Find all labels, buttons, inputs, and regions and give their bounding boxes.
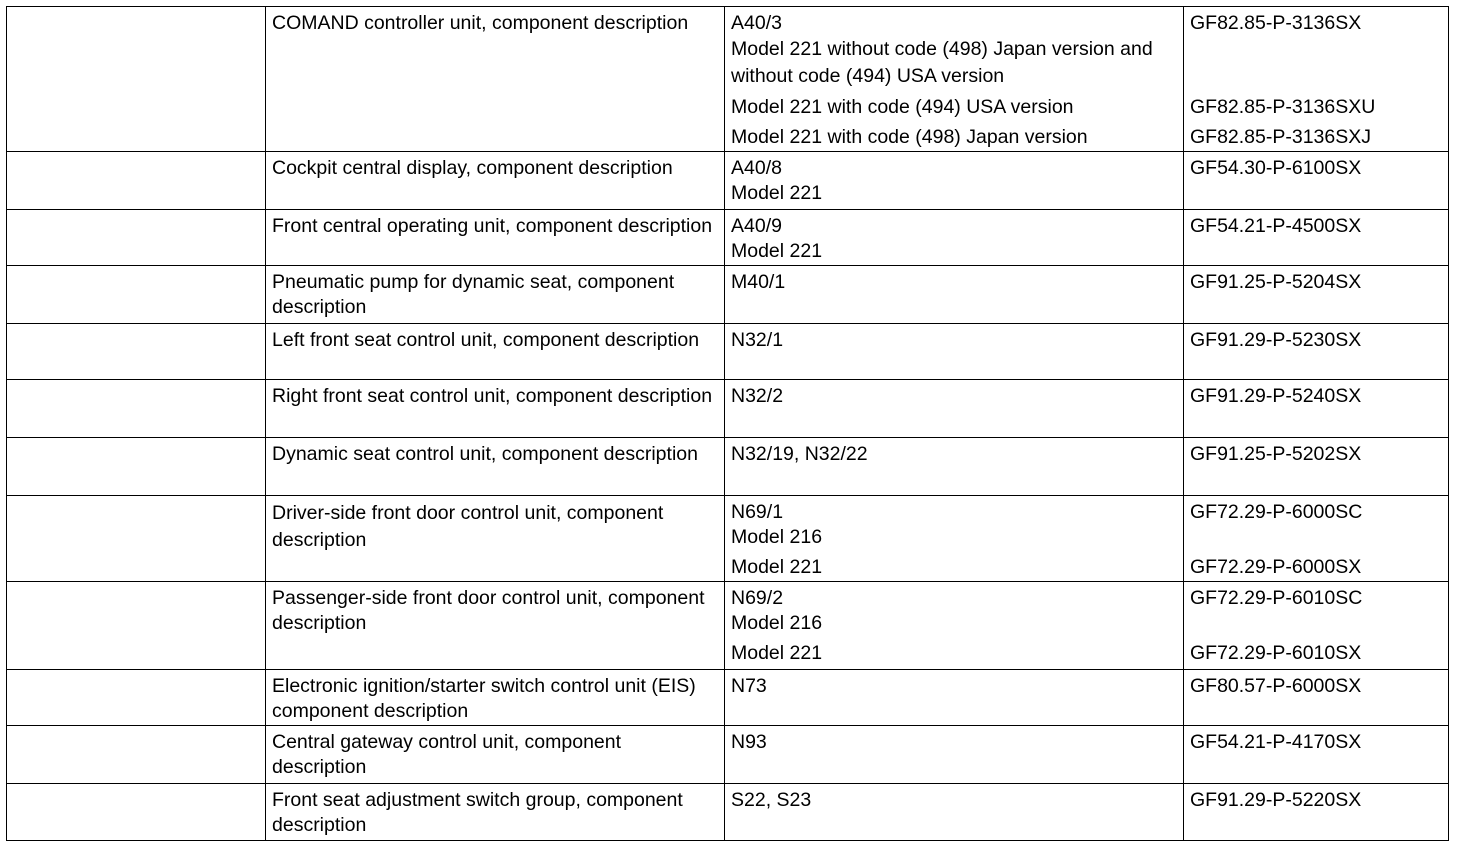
table-row xyxy=(7,496,1449,582)
reference-cell xyxy=(1184,210,1449,266)
table-row xyxy=(7,380,1449,438)
empty-cell xyxy=(7,324,266,380)
reference-cell xyxy=(1184,784,1449,841)
component-code: S22, S23 xyxy=(731,789,812,811)
table-row xyxy=(7,152,1449,210)
empty-cell xyxy=(7,7,266,152)
description-cell xyxy=(266,784,725,841)
model-note: Model 221 with code (498) Japan version xyxy=(731,126,1088,148)
description-text: Passenger-side front door control unit, component description xyxy=(272,587,705,634)
model-note: Model 221 without code (498) Japan version and without code (494) USA version xyxy=(731,38,1153,87)
description-text: Cockpit central display, component description xyxy=(272,157,673,179)
empty-cell xyxy=(7,496,266,582)
component-reference-table xyxy=(6,6,1449,841)
description-cell xyxy=(266,324,725,380)
model-note: Model 216 xyxy=(731,526,823,548)
description-text: Pneumatic pump for dynamic seat, component description xyxy=(272,271,675,318)
document-reference-link[interactable]: GF91.25-P-5202SX xyxy=(1190,443,1362,465)
document-reference-link[interactable]: GF82.85-P-3136SX xyxy=(1190,12,1362,34)
empty-cell xyxy=(7,152,266,210)
document-reference-link[interactable]: GF82.85-P-3136SXJ xyxy=(1190,126,1372,148)
reference-cell xyxy=(1184,496,1449,582)
component-code: A40/8 xyxy=(731,157,782,179)
component-code: N93 xyxy=(731,731,767,753)
description-cell xyxy=(266,438,725,496)
empty-cell xyxy=(7,210,266,266)
code-cell xyxy=(725,210,1184,266)
code-cell xyxy=(725,582,1184,670)
description-text: Dynamic seat control unit, component description xyxy=(272,443,698,465)
model-note: Model 221 with code (494) USA version xyxy=(731,96,1074,118)
reference-cell xyxy=(1184,324,1449,380)
reference-cell xyxy=(1184,726,1449,784)
reference-cell xyxy=(1184,438,1449,496)
spacer xyxy=(1190,36,1442,90)
description-text: Front seat adjustment switch group, component description xyxy=(272,789,683,836)
table-row xyxy=(7,438,1449,496)
component-code: A40/9 xyxy=(731,215,782,237)
table-row xyxy=(7,7,1449,152)
document-reference-link[interactable]: GF72.29-P-6010SX xyxy=(1190,642,1362,664)
description-text: Left front seat control unit, component description xyxy=(272,329,700,351)
reference-cell xyxy=(1184,266,1449,324)
reference-cell xyxy=(1184,152,1449,210)
reference-cell xyxy=(1184,582,1449,670)
description-text: COMAND controller unit, component description xyxy=(272,12,689,34)
document-reference-link[interactable]: GF82.85-P-3136SXU xyxy=(1190,96,1376,118)
empty-cell xyxy=(7,582,266,670)
reference-cell xyxy=(1184,380,1449,438)
description-cell xyxy=(266,7,725,152)
component-code: N69/1 xyxy=(731,501,784,523)
document-reference-link[interactable]: GF72.29-P-6000SX xyxy=(1190,556,1362,578)
description-text: Driver-side front door control unit, component description xyxy=(272,502,664,551)
code-cell xyxy=(725,380,1184,438)
spacer xyxy=(1190,525,1442,555)
document-reference-link[interactable]: GF54.21-P-4170SX xyxy=(1190,731,1362,753)
document-reference-link[interactable]: GF91.25-P-5204SX xyxy=(1190,271,1362,293)
code-cell xyxy=(725,7,1184,152)
description-text: Front central operating unit, component description xyxy=(272,215,713,237)
code-cell xyxy=(725,152,1184,210)
description-text: Central gateway control unit, component description xyxy=(272,731,622,778)
code-cell xyxy=(725,670,1184,726)
document-reference-link[interactable]: GF54.30-P-6100SX xyxy=(1190,157,1362,179)
model-note: Model 221 xyxy=(731,556,823,578)
table-row xyxy=(7,324,1449,380)
document-reference-link[interactable]: GF91.29-P-5220SX xyxy=(1190,789,1362,811)
document-reference-link[interactable]: GF91.29-P-5230SX xyxy=(1190,329,1362,351)
component-code: N73 xyxy=(731,675,767,697)
code-cell xyxy=(725,784,1184,841)
empty-cell xyxy=(7,726,266,784)
description-cell xyxy=(266,266,725,324)
code-cell xyxy=(725,438,1184,496)
code-cell xyxy=(725,726,1184,784)
table-row xyxy=(7,210,1449,266)
component-code: N32/1 xyxy=(731,329,784,351)
document-reference-link[interactable]: GF91.29-P-5240SX xyxy=(1190,385,1362,407)
reference-cell xyxy=(1184,670,1449,726)
model-note: Model 221 xyxy=(731,182,823,204)
document-reference-link[interactable]: GF80.57-P-6000SX xyxy=(1190,675,1362,697)
table-row xyxy=(7,670,1449,726)
component-code: N69/2 xyxy=(731,587,784,609)
spacer xyxy=(1190,611,1442,641)
code-cell xyxy=(725,266,1184,324)
component-code: A40/3 xyxy=(731,12,782,34)
empty-cell xyxy=(7,266,266,324)
description-cell xyxy=(266,726,725,784)
table-row xyxy=(7,726,1449,784)
description-cell xyxy=(266,582,725,670)
model-note: Model 216 xyxy=(731,612,823,634)
model-note: Model 221 xyxy=(731,240,823,262)
component-code: N32/19, N32/22 xyxy=(731,443,868,465)
description-text: Right front seat control unit, component description xyxy=(272,385,713,407)
empty-cell xyxy=(7,670,266,726)
code-cell xyxy=(725,496,1184,582)
component-code: N32/2 xyxy=(731,385,784,407)
description-cell xyxy=(266,496,725,582)
document-reference-link[interactable]: GF72.29-P-6000SC xyxy=(1190,501,1363,523)
description-cell xyxy=(266,152,725,210)
model-note: Model 221 xyxy=(731,642,823,664)
description-cell xyxy=(266,380,725,438)
code-cell xyxy=(725,324,1184,380)
table-row xyxy=(7,266,1449,324)
table-row xyxy=(7,784,1449,841)
component-code: M40/1 xyxy=(731,271,786,293)
empty-cell xyxy=(7,784,266,841)
empty-cell xyxy=(7,438,266,496)
description-cell xyxy=(266,670,725,726)
document-reference-link[interactable]: GF72.29-P-6010SC xyxy=(1190,587,1363,609)
description-text: Electronic ignition/starter switch control unit (EIS) component description xyxy=(272,675,696,722)
description-cell xyxy=(266,210,725,266)
document-reference-link[interactable]: GF54.21-P-4500SX xyxy=(1190,215,1362,237)
table-row xyxy=(7,582,1449,670)
empty-cell xyxy=(7,380,266,438)
reference-cell xyxy=(1184,7,1449,152)
